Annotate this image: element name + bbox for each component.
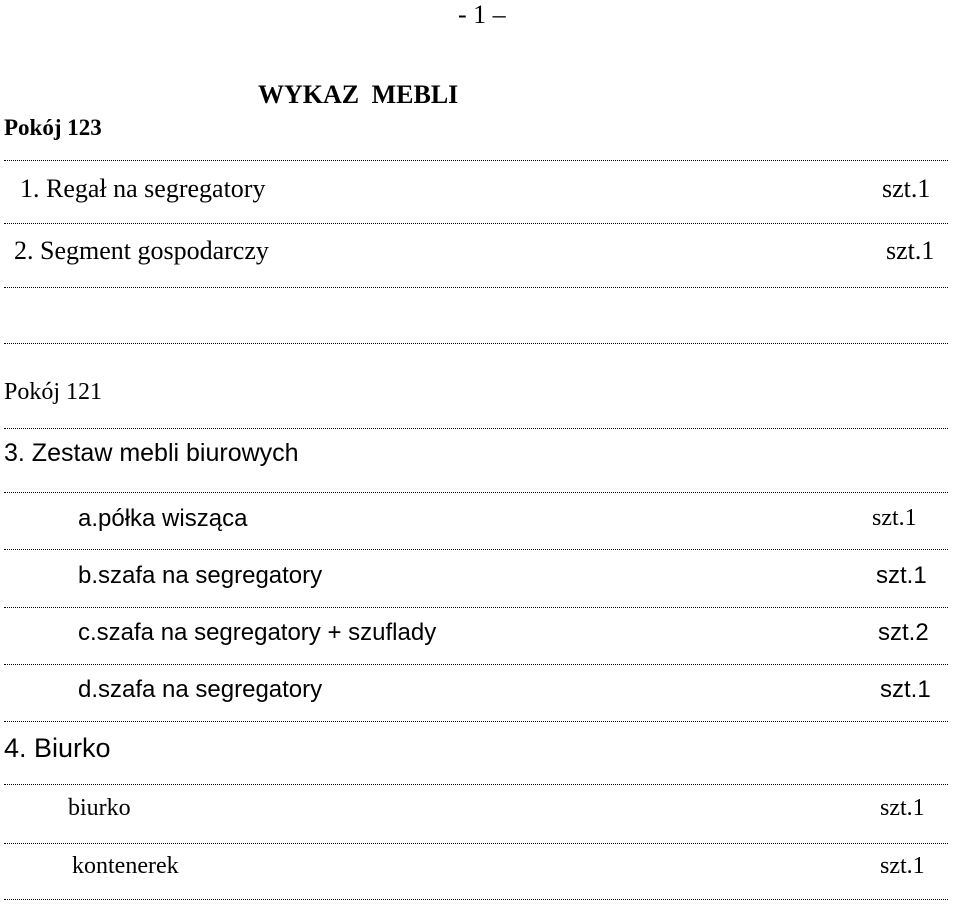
item-quantity: szt.1 xyxy=(886,236,935,265)
subitem-quantity: szt.1 xyxy=(872,505,917,531)
dotted-separator xyxy=(4,843,948,844)
subitem-quantity: szt.1 xyxy=(880,676,931,703)
dotted-separator xyxy=(4,899,948,900)
item-name: 4. Biurko xyxy=(4,733,111,763)
room-label-123: Pokój 123 xyxy=(4,115,102,140)
subitem-name: biurko xyxy=(68,795,131,821)
subitem-name: b.szafa na segregatory xyxy=(78,562,323,589)
subitem-name: kontenerek xyxy=(72,853,179,879)
subitem-quantity: szt.1 xyxy=(880,853,925,879)
room-label-121: Pokój 121 xyxy=(4,379,103,405)
dotted-separator xyxy=(4,287,948,288)
subitem-name: d.szafa na segregatory xyxy=(78,676,323,703)
subitem-name: c.szafa na segregatory + szuflady xyxy=(78,619,437,646)
item-name: 1. Regał na segregatory xyxy=(20,174,266,203)
item-name: 2. Segment gospodarczy xyxy=(14,236,269,265)
dotted-separator xyxy=(4,721,948,722)
dotted-separator xyxy=(4,784,948,785)
dotted-separator xyxy=(4,428,948,429)
dotted-separator xyxy=(4,664,948,665)
item-quantity: szt.1 xyxy=(882,174,931,203)
subitem-quantity: szt.1 xyxy=(880,795,925,821)
dotted-separator xyxy=(4,223,948,224)
dotted-separator xyxy=(4,549,948,550)
subitem-quantity: szt.1 xyxy=(876,562,927,589)
document-title: WYKAZ MEBLI xyxy=(258,80,459,109)
item-name: 3. Zestaw mebli biurowych xyxy=(4,439,299,467)
dotted-separator xyxy=(4,492,948,493)
dotted-separator xyxy=(4,607,948,608)
dotted-separator xyxy=(4,160,948,161)
dotted-separator xyxy=(4,343,948,344)
subitem-name: a.półka wisząca xyxy=(78,505,248,532)
subitem-quantity: szt.2 xyxy=(878,619,929,646)
page-number: - 1 – xyxy=(458,0,506,29)
